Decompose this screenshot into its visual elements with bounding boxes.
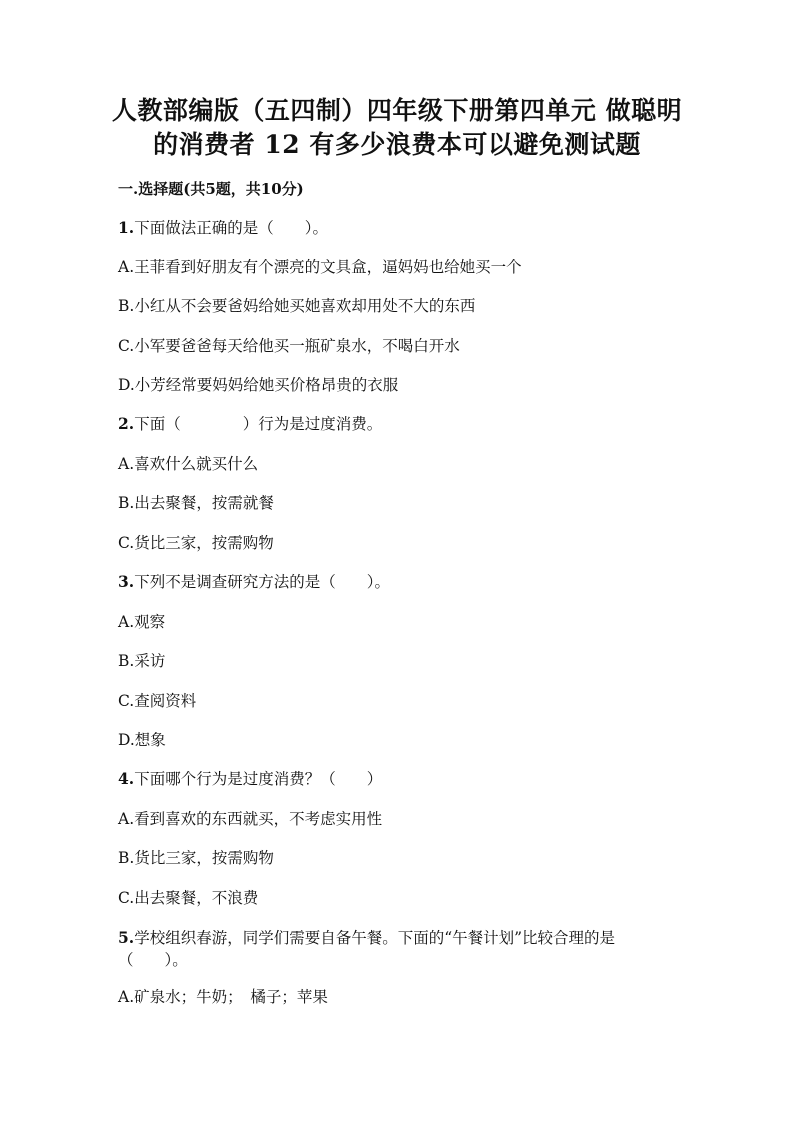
document-title-line-2: 的消费者 12 有多少浪费本可以避免测试题 <box>153 130 641 159</box>
question-number: 2. <box>118 414 135 433</box>
question-1-option-a: A.王菲看到好朋友有个漂亮的文具盒，逼妈妈也给她买一个 <box>118 258 522 276</box>
question-3-option-a: A.观察 <box>118 613 166 631</box>
question-number: 1. <box>118 218 135 237</box>
question-number: 5. <box>118 928 135 947</box>
question-number: 4. <box>118 769 135 788</box>
document-title-line-1: 人教部编版（五四制）四年级下册第四单元 做聪明 <box>111 96 683 125</box>
section-header: 一.选择题(共5题，共10分) <box>118 180 304 198</box>
question-stem: 下面（ ）行为是过度消费。 <box>134 415 383 433</box>
question-4 <box>118 768 382 790</box>
question-2-option-c: C.货比三家，按需购物 <box>118 534 274 552</box>
question-stem: 学校组织春游，同学们需要自备午餐。下面的“午餐计划”比较合理的是（ ）。 <box>118 929 616 969</box>
question-2-option-b: B.出去聚餐，按需就餐 <box>118 494 274 512</box>
question-1-option-b: B.小红从不会要爸妈给她买她喜欢却用处不大的东西 <box>118 297 476 315</box>
question-stem: 下面做法正确的是（ ）。 <box>134 219 328 237</box>
question-5-option-a: A.矿泉水；牛奶； 橘子；苹果 <box>118 988 328 1006</box>
question-1-option-d: D.小芳经常要妈妈给她买价格昂贵的衣服 <box>118 376 399 394</box>
question-4-option-a: A.看到喜欢的东西就买，不考虑实用性 <box>118 810 383 828</box>
question-5 <box>118 927 678 971</box>
question-number: 3. <box>118 572 135 591</box>
question-stem: 下列不是调查研究方法的是（ ）。 <box>134 573 390 591</box>
question-4-option-c: C.出去聚餐，不浪费 <box>118 889 259 907</box>
question-2-option-a: A.喜欢什么就买什么 <box>118 455 259 473</box>
question-3 <box>118 571 390 593</box>
question-3-option-b: B.采访 <box>118 652 166 670</box>
question-2 <box>118 413 382 435</box>
question-4-option-b: B.货比三家，按需购物 <box>118 849 274 867</box>
question-1-option-c: C.小军要爸爸每天给他买一瓶矿泉水，不喝白开水 <box>118 337 460 355</box>
question-stem: 下面哪个行为是过度消费？（ ） <box>134 770 383 788</box>
question-3-option-c: C.查阅资料 <box>118 692 197 710</box>
question-3-option-d: D.想象 <box>118 731 166 749</box>
question-1 <box>118 217 328 239</box>
